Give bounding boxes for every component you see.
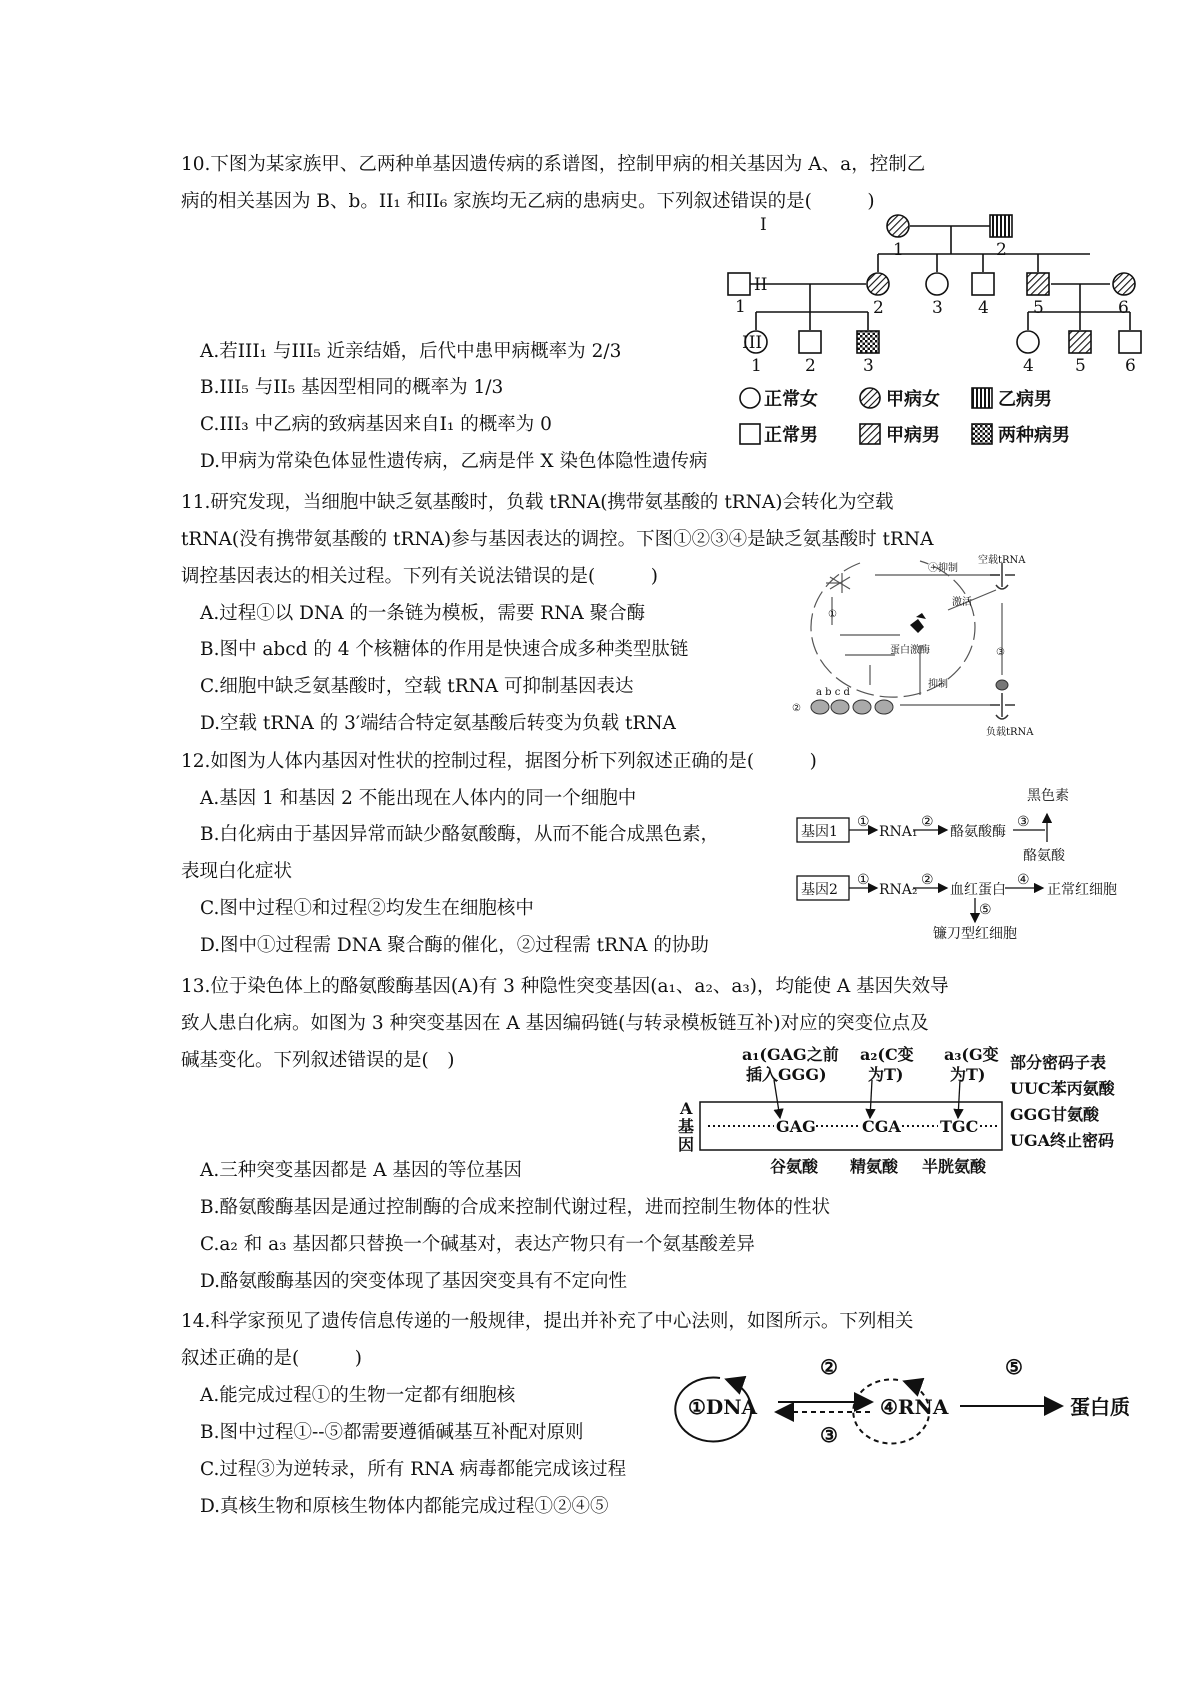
pedigree-I1 bbox=[887, 215, 909, 237]
svg-text:⑤: ⑤ bbox=[1005, 1355, 1023, 1379]
q11-option-d: D.空载 tRNA 的 3′端结合特定氨基酸后转变为负载 tRNA bbox=[200, 713, 676, 734]
svg-text:部分密码子表: 部分密码子表 bbox=[1010, 1053, 1107, 1072]
q13-option-a: A.三种突变基因都是 A 基因的等位基因 bbox=[200, 1160, 522, 1181]
q10-option-c: C.III₃ 中乙病的致病基因来自I₁ 的概率为 0 bbox=[200, 414, 552, 435]
svg-text:6: 6 bbox=[1118, 298, 1129, 318]
svg-text:1: 1 bbox=[735, 297, 746, 317]
svg-text:为T): 为T) bbox=[868, 1065, 904, 1084]
svg-text:甲病男: 甲病男 bbox=[886, 425, 940, 446]
svg-text:a₁(GAG之前: a₁(GAG之前 bbox=[742, 1045, 839, 1064]
svg-text:①DNA: ①DNA bbox=[688, 1395, 758, 1419]
pedigree-II4 bbox=[972, 273, 994, 295]
svg-text:②: ② bbox=[921, 872, 934, 888]
q14-option-b: B.图中过程①--⑤都需要遵循碱基互补配对原则 bbox=[200, 1422, 584, 1443]
svg-text:GAG: GAG bbox=[776, 1117, 816, 1136]
q12-option-c: C.图中过程①和过程②均发生在细胞核中 bbox=[200, 898, 534, 919]
svg-text:基: 基 bbox=[678, 1117, 695, 1136]
gen-label-III: III bbox=[742, 333, 763, 353]
svg-text:正常男: 正常男 bbox=[764, 425, 818, 446]
svg-text:UGA终止密码: UGA终止密码 bbox=[1010, 1131, 1115, 1150]
q10-stem-line2: 病的相关基因为 B、b。II₁ 和II₆ 家族均无乙病的患病史。下列叙述错误的是( ) bbox=[181, 191, 875, 212]
q10-option-d: D.甲病为常染色体显性遗传病，乙病是伴 X 染色体隐性遗传病 bbox=[200, 451, 708, 472]
trna-regulation-diagram bbox=[790, 555, 1040, 740]
svg-text:3: 3 bbox=[863, 356, 874, 376]
svg-text:A: A bbox=[680, 1099, 693, 1118]
svg-text:③: ③ bbox=[1017, 814, 1030, 830]
svg-text:2: 2 bbox=[873, 298, 884, 318]
svg-text:激活: 激活 bbox=[952, 597, 972, 608]
pedigree-II1 bbox=[728, 273, 750, 295]
pedigree-chart bbox=[735, 210, 1160, 470]
pedigree-II6 bbox=[1113, 273, 1135, 295]
svg-text:基因1: 基因1 bbox=[801, 824, 838, 840]
gen-label-II: II bbox=[754, 275, 768, 295]
gen-label-I: I bbox=[760, 215, 767, 235]
svg-text:蛋白激酶: 蛋白激酶 bbox=[890, 645, 930, 656]
svg-text:②: ② bbox=[792, 703, 801, 714]
svg-text:2: 2 bbox=[805, 356, 816, 376]
pedigree-III5 bbox=[1069, 331, 1091, 353]
svg-text:1: 1 bbox=[751, 356, 762, 376]
q12-option-d: D.图中①过程需 DNA 聚合酶的催化，②过程需 tRNA 的协助 bbox=[200, 935, 709, 956]
svg-text:4: 4 bbox=[1023, 356, 1034, 376]
svg-text:蛋白质: 蛋白质 bbox=[1070, 1395, 1130, 1419]
svg-text:半胱氨酸: 半胱氨酸 bbox=[922, 1157, 987, 1176]
svg-text:③: ③ bbox=[996, 647, 1005, 658]
svg-text:⑤: ⑤ bbox=[979, 902, 992, 918]
svg-text:a₃(G变: a₃(G变 bbox=[944, 1045, 999, 1064]
svg-text:③: ③ bbox=[820, 1423, 838, 1447]
pedigree-II3 bbox=[926, 273, 948, 295]
q12-stem: 12.如图为人体内基因对性状的控制过程，据图分析下列叙述正确的是( ) bbox=[181, 751, 817, 772]
svg-text:谷氨酸: 谷氨酸 bbox=[770, 1157, 819, 1176]
svg-text:乙病男: 乙病男 bbox=[998, 389, 1052, 410]
svg-text:UUC苯丙氨酸: UUC苯丙氨酸 bbox=[1010, 1079, 1115, 1098]
svg-text:④: ④ bbox=[1017, 872, 1030, 888]
q11-option-c: C.细胞中缺乏氨基酸时，空载 tRNA 可抑制基因表达 bbox=[200, 676, 634, 697]
svg-text:镰刀型红细胞: 镰刀型红细胞 bbox=[933, 926, 1017, 942]
q11-stem-line3: 调控基因表达的相关过程。下列有关说法错误的是( ) bbox=[181, 566, 658, 587]
q13-stem-line3: 碱基变化。下列叙述错误的是( ) bbox=[181, 1050, 455, 1071]
svg-text:a b c d: a b c d bbox=[816, 687, 850, 698]
gene-trait-diagram bbox=[795, 780, 1155, 940]
svg-text:正常红细胞: 正常红细胞 bbox=[1047, 882, 1117, 898]
svg-text:酪氨酸酶: 酪氨酸酶 bbox=[950, 824, 1006, 840]
svg-text:正常女: 正常女 bbox=[764, 389, 818, 410]
q12-option-b-line1: B.白化病由于基因异常而缺少酪氨酸酶，从而不能合成黑色素， bbox=[200, 824, 719, 845]
svg-text:甲病女: 甲病女 bbox=[886, 389, 940, 410]
svg-text:RNA₂: RNA₂ bbox=[879, 882, 918, 898]
q13-option-c: C.a₂ 和 a₃ 基因都只替换一个碱基对，表达产物只有一个氨基酸差异 bbox=[200, 1234, 755, 1255]
svg-text:①: ① bbox=[828, 609, 837, 620]
svg-text:5: 5 bbox=[1075, 356, 1086, 376]
svg-text:基因2: 基因2 bbox=[801, 882, 838, 898]
svg-text:空载tRNA: 空载tRNA bbox=[978, 555, 1026, 566]
svg-text:1: 1 bbox=[893, 240, 904, 260]
mutation-site-diagram bbox=[670, 1040, 1140, 1180]
svg-text:酪氨酸: 酪氨酸 bbox=[1023, 848, 1065, 864]
q11-option-b: B.图中 abcd 的 4 个核糖体的作用是快速合成多种类型肽链 bbox=[200, 639, 689, 660]
pedigree-III6 bbox=[1119, 331, 1141, 353]
svg-text:④抑制: ④抑制 bbox=[928, 563, 958, 574]
pedigree-II5 bbox=[1027, 273, 1049, 295]
q14-stem-line1: 14.科学家预见了遗传信息传递的一般规律，提出并补充了中心法则，如图所示。下列相关 bbox=[181, 1311, 914, 1332]
q13-option-b: B.酪氨酸酶基因是通过控制酶的合成来控制代谢过程，进而控制生物体的性状 bbox=[200, 1197, 830, 1218]
svg-text:2: 2 bbox=[996, 240, 1007, 260]
svg-text:抑制: 抑制 bbox=[928, 679, 948, 690]
q14-option-c: C.过程③为逆转录，所有 RNA 病毒都能完成该过程 bbox=[200, 1459, 627, 1480]
svg-text:TGC: TGC bbox=[940, 1117, 979, 1136]
svg-text:因: 因 bbox=[678, 1135, 695, 1154]
q14-option-a: A.能完成过程①的生物一定都有细胞核 bbox=[200, 1385, 516, 1406]
svg-text:①: ① bbox=[857, 814, 870, 830]
pedigree-III3 bbox=[857, 331, 879, 353]
q10-option-a: A.若III₁ 与III₅ 近亲结婚，后代中患甲病概率为 2/3 bbox=[200, 341, 622, 362]
svg-text:GGG甘氨酸: GGG甘氨酸 bbox=[1010, 1105, 1099, 1124]
q13-stem-line2: 致人患白化病。如图为 3 种突变基因在 A 基因编码链(与转录模板链互补)对应的突变位点及 bbox=[181, 1013, 929, 1034]
q11-option-a: A.过程①以 DNA 的一条链为模板，需要 RNA 聚合酶 bbox=[200, 603, 646, 624]
svg-text:插入GGG): 插入GGG) bbox=[746, 1065, 827, 1084]
svg-text:5: 5 bbox=[1033, 298, 1044, 318]
svg-text:两种病男: 两种病男 bbox=[998, 425, 1070, 446]
svg-text:4: 4 bbox=[978, 298, 989, 318]
q11-stem-line1: 11.研究发现，当细胞中缺乏氨基酸时，负载 tRNA(携带氨基酸的 tRNA)会转化为空载 bbox=[181, 492, 894, 513]
q14-option-d: D.真核生物和原核生物体内都能完成过程①②④⑤ bbox=[200, 1496, 609, 1517]
central-dogma-diagram bbox=[660, 1350, 1150, 1450]
q10-option-b: B.III₅ 与II₅ 基因型相同的概率为 1/3 bbox=[200, 377, 504, 398]
svg-text:血红蛋白: 血红蛋白 bbox=[950, 882, 1006, 898]
pedigree-III4 bbox=[1017, 331, 1039, 353]
q13-stem-line1: 13.位于染色体上的酪氨酸酶基因(A)有 3 种隐性突变基因(a₁、a₂、a₃)，均能使 A 基因失效导 bbox=[181, 976, 949, 997]
q11-stem-line2: tRNA(没有携带氨基酸的 tRNA)参与基因表达的调控。下图①②③④是缺乏氨基酸时 tRNA bbox=[181, 529, 934, 550]
pedigree-II2 bbox=[867, 273, 889, 295]
q14-stem-line2: 叙述正确的是( ) bbox=[181, 1348, 362, 1369]
q13-option-d: D.酪氨酸酶基因的突变体现了基因突变具有不定向性 bbox=[200, 1271, 628, 1292]
svg-text:①: ① bbox=[857, 872, 870, 888]
svg-text:3: 3 bbox=[932, 298, 943, 318]
svg-text:为T): 为T) bbox=[950, 1065, 986, 1084]
svg-text:RNA₁: RNA₁ bbox=[879, 824, 918, 840]
svg-text:CGA: CGA bbox=[862, 1117, 901, 1136]
pedigree-I2 bbox=[990, 215, 1012, 237]
svg-text:②: ② bbox=[921, 814, 934, 830]
q10-stem-line1: 10.下图为某家族甲、乙两种单基因遗传病的系谱图，控制甲病的相关基因为 A、a，控制乙 bbox=[181, 154, 926, 175]
svg-text:黑色素: 黑色素 bbox=[1027, 788, 1069, 804]
svg-text:6: 6 bbox=[1125, 356, 1136, 376]
svg-text:a₂(C变: a₂(C变 bbox=[860, 1045, 914, 1064]
svg-text:负载tRNA: 负载tRNA bbox=[986, 727, 1034, 738]
svg-text:精氨酸: 精氨酸 bbox=[850, 1157, 899, 1176]
svg-text:④RNA: ④RNA bbox=[880, 1395, 949, 1419]
pedigree-III2 bbox=[799, 331, 821, 353]
q12-option-a: A.基因 1 和基因 2 不能出现在人体内的同一个细胞中 bbox=[200, 788, 637, 809]
svg-text:②: ② bbox=[820, 1355, 838, 1379]
q12-option-b-line2: 表现白化症状 bbox=[181, 861, 293, 882]
